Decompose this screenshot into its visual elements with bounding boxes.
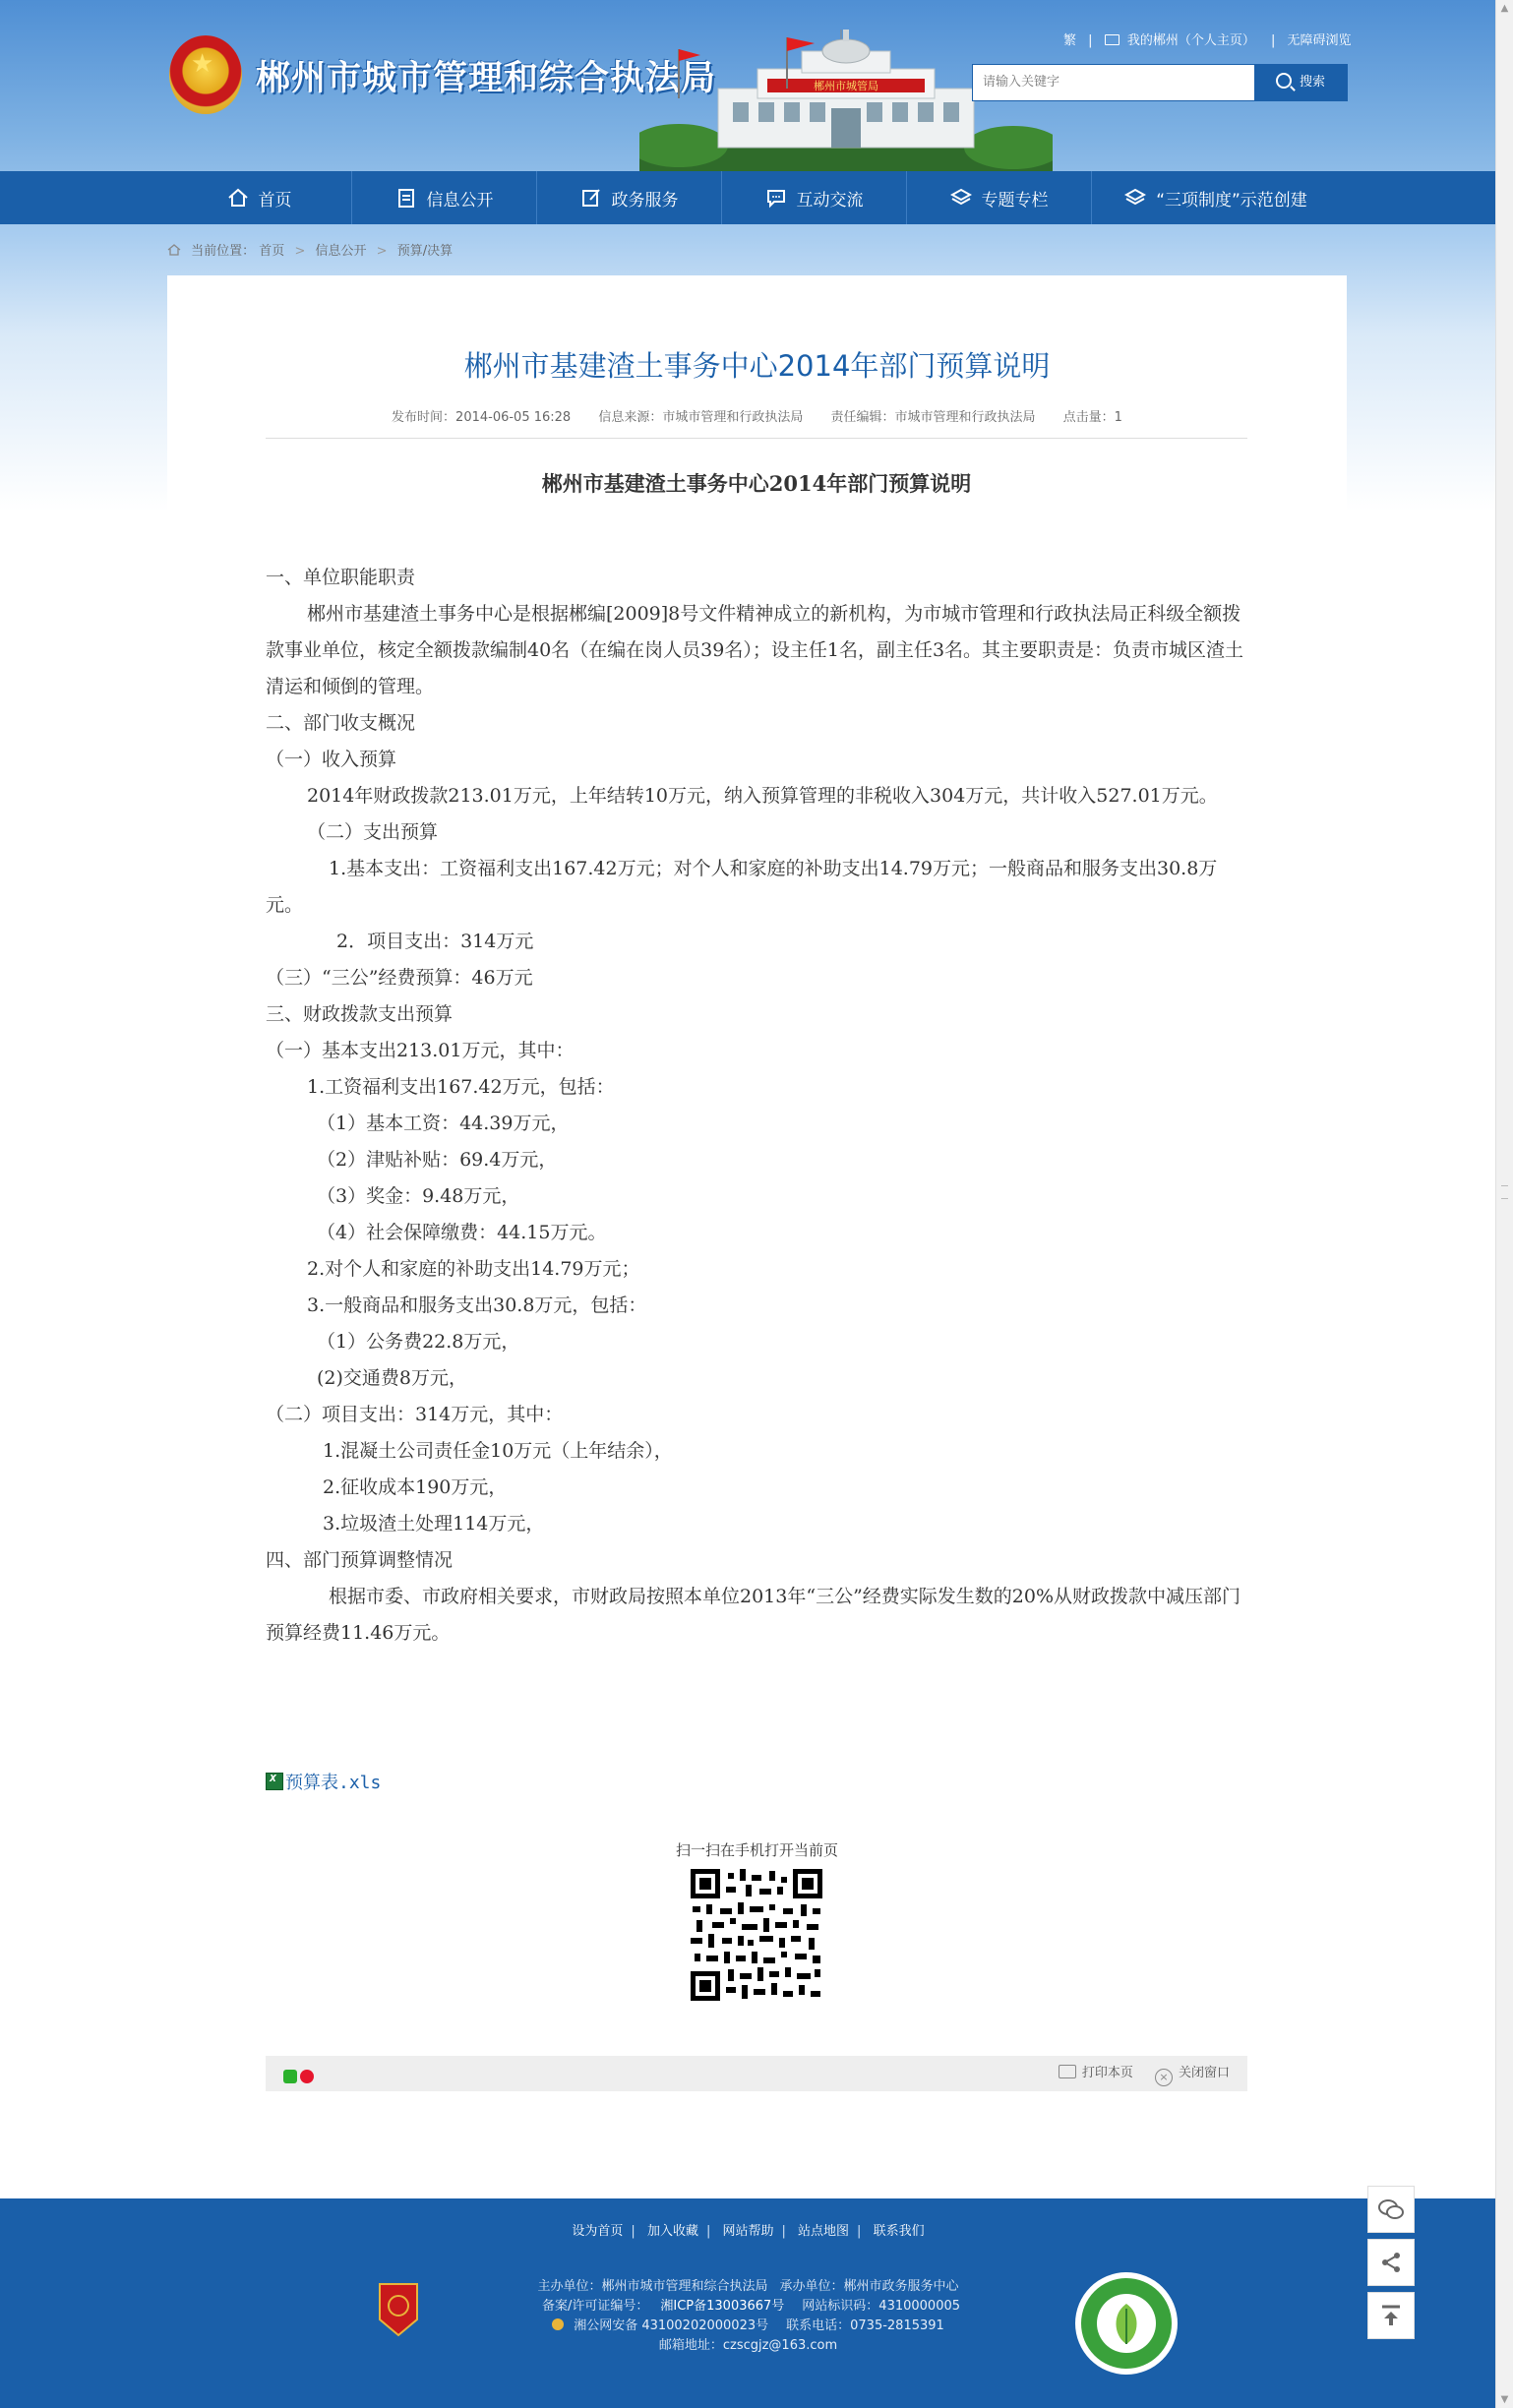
responsible-editor: 责任编辑：市城市管理和行政执法局 — [830, 410, 1036, 425]
close-icon: × — [1155, 2069, 1173, 2086]
footer-host: 主办单位：郴州市城市管理和综合执法局 — [537, 2279, 768, 2294]
list-item: 1.工资福利支出167.42万元，包括： — [307, 1076, 615, 1098]
subsection-heading: （一）收入预算 — [266, 749, 397, 770]
footer-link-contact[interactable]: 联系我们 — [873, 2224, 925, 2239]
paragraph: 1.基本支出：工资福利支出167.42万元；对个人和家庭的补助支出14.79万元；一般商品和服务支出30.8万元。 — [266, 858, 1218, 916]
list-item: 2.征收成本190万元， — [323, 1476, 508, 1498]
share-icons — [283, 2066, 314, 2084]
home-icon — [167, 244, 181, 256]
breadcrumb-separator: > — [294, 244, 306, 259]
excel-file-icon — [266, 1773, 283, 1790]
paragraph: 郴州市基建渣土事务中心是根据郴编[2009]8号文件精神成立的新机构，为市城市管理和行政执法局正科级全额拨款事业单位，核定全额拨款编制40名（在编在岗人员39名）；设主任1名，副主任3名。其主要职责是：负责市城区渣土清运和倾倒的管理。 — [266, 603, 1244, 697]
document-icon — [395, 187, 417, 209]
national-emblem-icon: ★ — [169, 35, 242, 114]
traditional-chinese-link[interactable]: 繁 — [1063, 33, 1077, 48]
publish-time: 发布时间：2014-06-05 16:28 — [392, 410, 572, 425]
footer-link-sitemap[interactable]: 站点地图 — [798, 2224, 850, 2239]
nav-item-label: “三项制度”示范创建 — [1156, 190, 1307, 211]
search-button-label: 搜索 — [1299, 75, 1325, 90]
wechat-icon — [1378, 2198, 1404, 2220]
main-nav — [0, 171, 1496, 224]
footer-separator: | — [781, 2224, 786, 2239]
top-separator: | — [1270, 33, 1276, 48]
police-badge-icon — [552, 2318, 564, 2330]
article-title: 郴州市基建渣土事务中心2014年部门预算说明 — [463, 349, 1051, 383]
list-item: 3.垃圾渣土处理114万元， — [323, 1513, 545, 1535]
nav-item-government-services[interactable] — [537, 171, 722, 224]
vertical-scrollbar[interactable] — [1495, 0, 1513, 2408]
print-label: 打印本页 — [1081, 2066, 1133, 2080]
paragraph: 2014年财政拨款213.01万元，上年结转10万元，纳入预算管理的非税收入304万元，共计收入527.01万元。 — [307, 785, 1218, 807]
list-item: 3.一般商品和服务支出30.8万元，包括： — [307, 1294, 647, 1316]
top-links — [1059, 30, 1356, 48]
close-label: 关闭窗口 — [1178, 2066, 1230, 2080]
printer-icon — [1059, 2065, 1076, 2078]
list-item: (2)交通费8万元， — [317, 1367, 468, 1389]
top-separator: | — [1088, 33, 1093, 48]
breadcrumb-prefix: 当前位置： — [191, 244, 256, 259]
nav-item-label: 首页 — [258, 190, 292, 211]
footer-icp-number[interactable]: 湘ICP备13003667号 — [660, 2299, 785, 2314]
accessible-browsing-link[interactable]: 无障碍浏览 — [1287, 33, 1352, 48]
paragraph: 2．项目支出：314万元 — [336, 931, 534, 952]
subsection-heading: （一）基本支出213.01万元，其中： — [266, 1040, 575, 1061]
view-count: 点击量：1 — [1062, 410, 1122, 425]
search-input[interactable] — [973, 65, 1256, 98]
site-title: 郴州市城市管理和综合执法局 — [256, 59, 717, 98]
back-to-top-button[interactable] — [1367, 2292, 1415, 2339]
attachment-name: 预算表.xls — [285, 1773, 382, 1793]
search-button[interactable] — [1254, 65, 1347, 100]
footer-link-help[interactable]: 网站帮助 — [722, 2224, 774, 2239]
breadcrumb-budget-link[interactable]: 预算/决算 — [396, 244, 454, 259]
list-item: 2.对个人和家庭的补助支出14.79万元； — [307, 1258, 640, 1280]
list-item: （3）奖金：9.48万元， — [317, 1185, 520, 1207]
footer-police — [552, 2318, 774, 2333]
breadcrumb-separator: > — [376, 244, 388, 259]
list-item: （1）基本工资：44.39万元， — [317, 1113, 570, 1134]
share-float-button[interactable] — [1367, 2239, 1415, 2286]
footer-separator: | — [705, 2224, 711, 2239]
monitor-icon — [1105, 34, 1120, 45]
layers-icon — [1124, 187, 1146, 209]
footer-undertaker: 承办单位：郴州市政务服务中心 — [779, 2279, 959, 2294]
floating-toolbar — [1367, 2186, 1413, 2345]
site-footer — [0, 2198, 1496, 2408]
subsection-heading: （二）支出预算 — [307, 821, 439, 843]
qr-label: 扫一扫在手机打开当前页 — [675, 1841, 838, 1859]
nav-item-home[interactable] — [167, 171, 352, 224]
footer-link-bookmark[interactable]: 加入收藏 — [646, 2224, 698, 2239]
search-box — [972, 64, 1348, 101]
home-icon — [227, 187, 249, 209]
subsection-heading: （二）项目支出：314万元，其中： — [266, 1404, 564, 1425]
breadcrumb — [167, 240, 453, 259]
subsection-heading: （三）“三公”经费预算：46万元 — [266, 967, 533, 989]
share-icon — [1379, 2251, 1403, 2274]
nav-item-interaction[interactable] — [722, 171, 907, 224]
article-content — [266, 470, 1247, 1652]
wechat-float-button[interactable] — [1367, 2186, 1415, 2233]
nav-item-three-systems[interactable] — [1092, 171, 1340, 224]
nav-item-label: 信息公开 — [426, 190, 494, 211]
footer-email: 邮箱地址：czscgjz@163.com — [658, 2338, 838, 2353]
list-item: 1.混凝土公司责任金10万元（上年结余）， — [323, 1440, 673, 1462]
section-heading: 四、部门预算调整情况 — [266, 1549, 454, 1571]
breadcrumb-info-link[interactable]: 信息公开 — [315, 244, 367, 259]
list-item: （1）公务费22.8万元， — [317, 1331, 520, 1353]
breadcrumb-home-link[interactable]: 首页 — [259, 244, 285, 259]
scroll-up-arrow-icon[interactable]: ▲ — [1500, 3, 1509, 14]
site-header — [0, 0, 1496, 171]
nav-item-special-topics[interactable] — [907, 171, 1092, 224]
footer-separator: | — [631, 2224, 635, 2239]
nav-item-label: 政务服务 — [611, 190, 679, 211]
share-bar — [266, 2056, 1247, 2091]
article-actions — [1041, 2056, 1230, 2091]
footer-links — [0, 2220, 1496, 2239]
chat-icon — [765, 187, 787, 209]
building-sign-text: 郴州市城管局 — [814, 80, 878, 92]
section-heading: 一、单位职能职责 — [266, 567, 416, 588]
back-to-top-icon — [1380, 2304, 1402, 2327]
edit-icon — [580, 187, 602, 209]
weibo-share-icon[interactable] — [300, 2070, 314, 2083]
footer-link-set-home[interactable]: 设为首页 — [572, 2224, 624, 2239]
nav-item-info-disclosure[interactable] — [352, 171, 537, 224]
my-home-link[interactable] — [1105, 33, 1259, 48]
paragraph: 根据市委、市政府相关要求，市财政局按照本单位2013年“三公”经费实际发生数的20%从财政拨款中减压部门预算经费11.46万元。 — [266, 1586, 1241, 1644]
attachment-link[interactable] — [266, 1769, 381, 1794]
scrollbar-thumb[interactable] — [1501, 1185, 1508, 1199]
my-home-label: 我的郴州（个人主页） — [1126, 33, 1255, 48]
list-item: （2）津贴补贴：69.4万元， — [317, 1149, 558, 1171]
section-heading: 二、部门收支概况 — [266, 712, 416, 734]
nav-item-label: 专题专栏 — [981, 190, 1049, 211]
print-button[interactable] — [1059, 2066, 1133, 2080]
article-subtitle: 郴州市基建渣土事务中心2014年部门预算说明 — [541, 471, 972, 496]
civilized-city-badge-icon[interactable] — [1072, 2269, 1180, 2378]
search-icon — [1276, 73, 1292, 89]
footer-separator: | — [857, 2224, 862, 2239]
wechat-share-icon[interactable] — [283, 2070, 297, 2083]
article-meta — [167, 406, 1347, 425]
nav-item-label: 互动交流 — [796, 190, 864, 211]
qr-code-image — [691, 1869, 822, 2001]
layers-icon — [950, 187, 972, 209]
footer-icp — [536, 2299, 790, 2314]
scroll-down-arrow-icon[interactable]: ▼ — [1500, 2394, 1509, 2405]
footer-police-number: 湘公网安备 43100202000023号 — [574, 2318, 769, 2333]
footer-phone: 联系电话：0735-2815391 — [786, 2318, 944, 2333]
title-divider — [266, 438, 1247, 439]
footer-site-id: 网站标识码：4310000005 — [802, 2299, 961, 2314]
article-card — [167, 275, 1347, 2135]
close-window-button[interactable] — [1155, 2066, 1230, 2083]
list-item: （4）社会保障缴费：44.15万元。 — [317, 1222, 607, 1243]
section-heading: 三、财政拨款支出预算 — [266, 1003, 454, 1025]
footer-info — [0, 2277, 1496, 2356]
info-source: 信息来源：市城市管理和行政执法局 — [598, 410, 804, 425]
footer-icp-label: 备案/许可证编号： — [541, 2299, 649, 2314]
